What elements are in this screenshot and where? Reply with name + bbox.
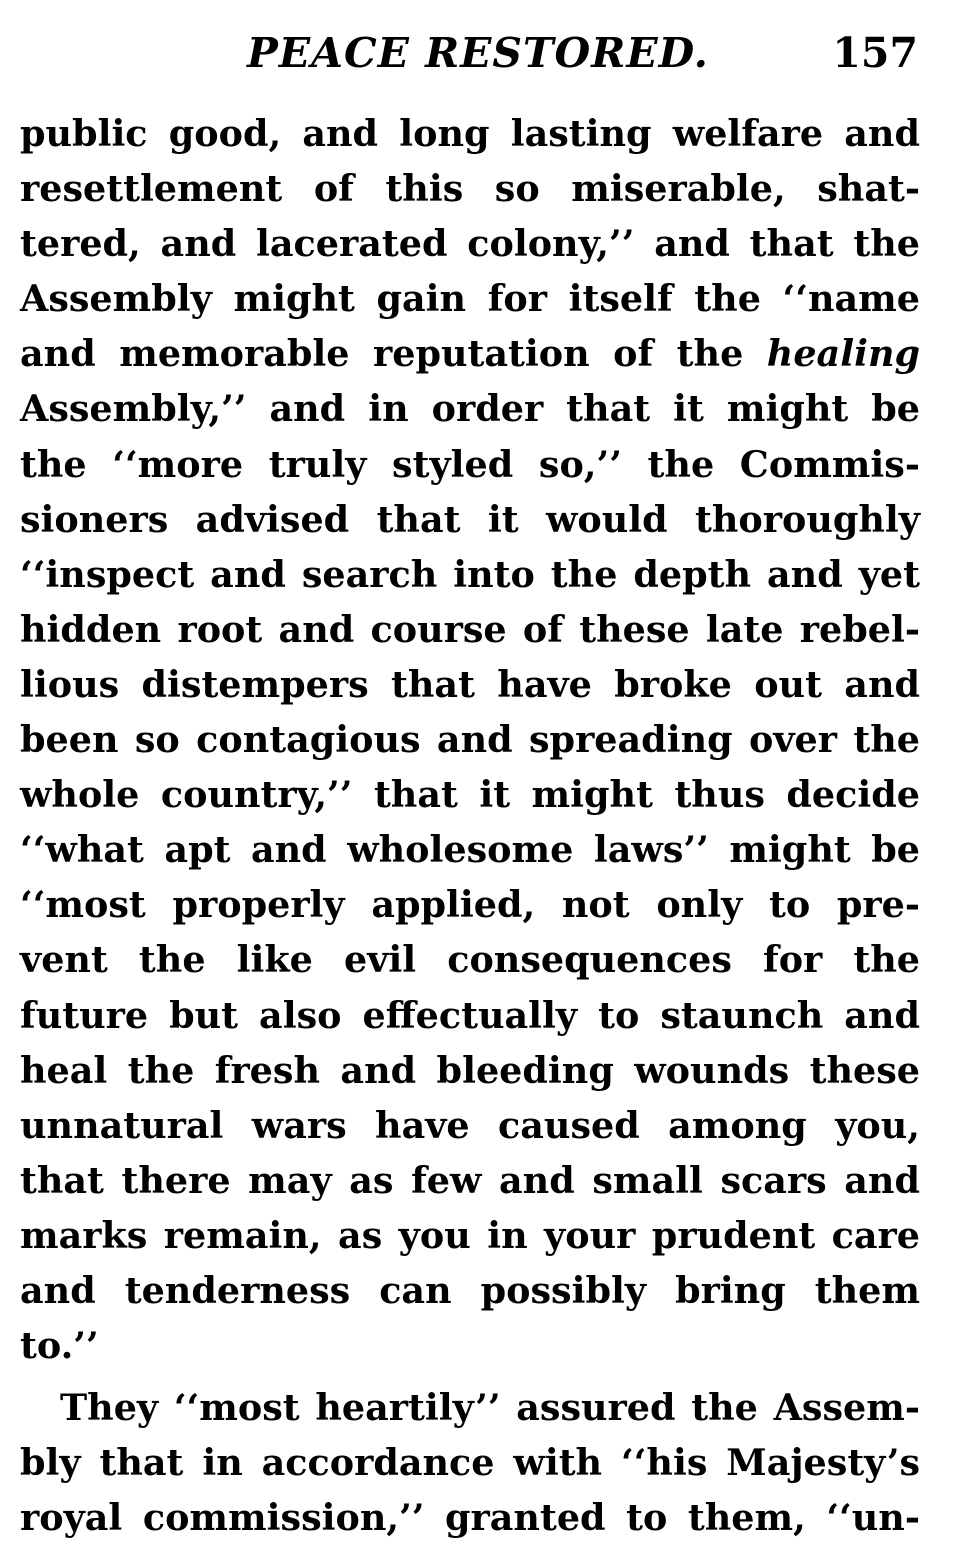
text-line: hidden root and course of these late rebel- <box>20 607 920 651</box>
page-number: 157 <box>832 29 918 77</box>
running-head <box>18 28 918 78</box>
text-line: that there may as few and small scars and <box>20 1158 920 1202</box>
text-line: ‘‘most properly applied, not only to pre- <box>20 883 920 927</box>
text-line: whole country,’’ that it might thus decide <box>20 773 920 817</box>
running-head-title: PEACE RESTORED. <box>247 29 709 77</box>
text-line: royal commission,’’ granted to them, ‘‘un- <box>20 1496 920 1540</box>
text-line: and tenderness can possibly bring them <box>20 1268 920 1312</box>
text-line: public good, and long lasting welfare and <box>20 112 920 155</box>
text-line: resettlement of this so miserable, shat- <box>20 167 920 211</box>
text-line: Assembly,’’ and in order that it might be <box>20 387 920 431</box>
text-line: tered, and lacerated colony,’’ and that the <box>20 222 920 266</box>
text-line: bly that in accordance with ‘‘his Majesty’s <box>20 1441 920 1485</box>
text-line: Assembly might gain for itself the ‘‘name <box>20 277 920 321</box>
text-line: to.’’ <box>20 1324 99 1368</box>
text-line: They ‘‘most heartily’’ assured the Assem- <box>60 1386 920 1430</box>
text-line: and memorable reputation of the healing <box>20 332 920 376</box>
paragraph-2 <box>20 1380 920 1545</box>
text-line: ‘‘what apt and wholesome laws’’ might be <box>20 828 920 872</box>
text-line: the ‘‘more truly styled so,’’ the Commis- <box>20 442 920 486</box>
italic-emphasis: healing <box>766 332 920 376</box>
text-line: future but also effectually to staunch and <box>20 993 920 1037</box>
body-text <box>20 106 920 1545</box>
text-line: sioners advised that it would thoroughly <box>20 497 920 541</box>
text-line: been so contagious and spreading over the <box>20 718 920 762</box>
text-line: vent the like evil consequences for the <box>20 938 920 982</box>
paragraph-gap <box>20 1373 920 1380</box>
text-line: ‘‘inspect and search into the depth and yet <box>20 552 920 596</box>
text-line: heal the fresh and bleeding wounds these <box>20 1048 920 1092</box>
paragraph-1 <box>20 106 920 1373</box>
text-line: marks remain, as you in your prudent care <box>20 1213 920 1257</box>
text-line: unnatural wars have caused among you, <box>20 1103 920 1147</box>
text-line: lious distempers that have broke out and <box>20 662 920 706</box>
